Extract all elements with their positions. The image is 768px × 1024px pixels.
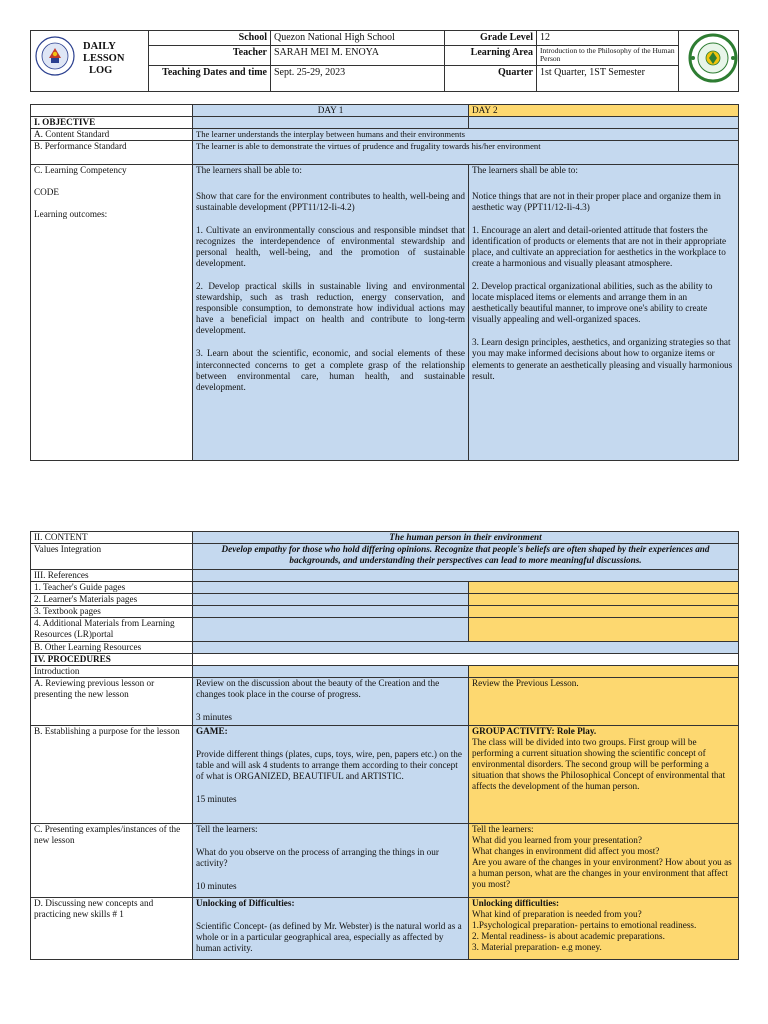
step-c-day1 <box>193 824 469 898</box>
step-c-day1-text: What do you observe on the process of arranging the things in our activity? <box>196 847 439 869</box>
step-b-day2-heading: GROUP ACTIVITY: Role Play. <box>472 726 597 737</box>
day1-outcome-1: 1. Cultivate an environmentally conscious and responsible mindset that recognizes the interdependence of environmental stewardship and personal health, well-being, and the promotion of sustainable development. <box>196 225 465 269</box>
step-c-day2-text: Tell the learners: What did you learned from your presentation? What changes in environment did affect you most? Are you aware of the changes in your environment? How about you as a human person, what are the changes in your environment that affect you most? <box>472 824 732 890</box>
values-label: Values Integration <box>31 544 193 570</box>
procedures-heading: IV. PROCEDURES <box>31 654 193 666</box>
step-d-day1-heading: Unlocking of Difficulties: <box>196 898 295 909</box>
step-d-day2-heading: Unlocking difficulties: <box>472 898 560 909</box>
day2-outcome-3: 3. Learn design principles, aesthetics, and organizing strategies so that you may make informed decisions about how to organize items or elements to generate an aesthetically pleasing and visually harmonious result. <box>472 337 733 381</box>
day2-competency-cell <box>469 165 739 461</box>
step-b-label: B. Establishing a purpose for the lesson <box>31 726 193 824</box>
step-b-day2 <box>469 726 739 824</box>
day2-competency: Notice things that are not in their proper place and organize them in aesthetic way (PPT11/12-Ii-4.3) <box>472 191 721 213</box>
day1-header: DAY 1 <box>193 105 469 117</box>
content-value: The human person in their environment <box>193 532 739 544</box>
content-standard-value: The learner understands the interplay between humans and their environments <box>193 129 739 141</box>
other-resources-label: B. Other Learning Resources <box>31 642 193 654</box>
textbook-label: 3. Textbook pages <box>31 606 193 618</box>
objective-heading: I. OBJECTIVE <box>31 117 193 129</box>
dll-title-line1: DAILY <box>83 41 116 52</box>
references-label: III. References <box>31 570 193 582</box>
step-d-day2 <box>469 898 739 960</box>
performance-standard-value: The learner is able to demonstrate the virtues of prudence and frugality towards his/her environment <box>193 141 739 165</box>
step-b-day1-heading: GAME: <box>196 726 228 737</box>
dates-value: Sept. 25-29, 2023 <box>271 65 445 91</box>
competency-labels: C. Learning Competency CODE Learning outcomes: <box>34 165 127 220</box>
quarter-value: 1st Quarter, 1ST Semester <box>537 65 679 91</box>
step-d-day1 <box>193 898 469 960</box>
dates-label: Teaching Dates and time <box>149 65 271 91</box>
dll-title-line3: LOG <box>89 65 113 77</box>
step-a-day2: Review the Previous Lesson. <box>469 678 739 726</box>
objectives-table <box>30 104 739 461</box>
school-label: School <box>149 31 271 46</box>
additional-materials-label: 4. Additional Materials from Learning Resources (LR)portal <box>31 618 193 642</box>
day1-outcome-2: 2. Develop practical skills in sustainable living and environmental stewardship, such as trash reduction, energy conservation, and responsible consumption, to demonstrate how individual actions may have a beneficial impact on health and contribute to long-term development. <box>196 281 465 336</box>
step-c-label: C. Presenting examples/instances of the new lesson <box>31 824 193 898</box>
step-b-day1-time: 15 minutes <box>196 794 237 805</box>
day1-intro: The learners shall be able to: <box>196 165 302 176</box>
step-a-day1 <box>193 678 469 726</box>
school-seal-cell <box>679 31 739 92</box>
performance-standard-label: B. Performance Standard <box>31 141 193 165</box>
step-b-day2-text: The class will be divided into two groups. First group will be performing a current situation showing the scientific concept of environmental disorders. The second group will be performing a situation that shows the Philosophical Concept of environmental that affects the development of the human person. <box>472 737 726 792</box>
step-c-day1-time: 10 minutes <box>196 881 237 892</box>
step-a-day1-time: 3 minutes <box>196 712 232 723</box>
school-value: Quezon National High School <box>271 31 445 46</box>
content-standard-label: A. Content Standard <box>31 129 193 141</box>
step-b-day1-text: Provide different things (plates, cups, toys, wire, pen, papers etc.) on the table and will ask 4 students to arrange them according to their concept of what is ORGANIZED, BEAUTIFUL and ARTISTIC. <box>196 749 462 782</box>
grade-label: Grade Level <box>445 31 537 46</box>
values-value: Develop empathy for those who hold differing opinions. Recognize that people's beliefs are often shaped by their experiences and backgrounds, and understanding their perspectives can lead to more meaningful discussions. <box>193 544 739 570</box>
day1-competency-cell <box>193 165 469 461</box>
area-value: Introduction to the Philosophy of the Human Person <box>537 46 679 66</box>
step-b-day1 <box>193 726 469 824</box>
day2-outcome-1: 1. Encourage an alert and detail-oriented attitude that fosters the identification of products or elements that are not in their appropriate place, and cultivate an appreciation for aesthetics in the workplace to create a harmonious and visually pleasant atmosphere. <box>472 225 727 269</box>
school-seal-icon <box>685 33 739 83</box>
step-d-day2-text: What kind of preparation is needed from you? 1.Psychological preparation- pertains to emotional readiness. 2. Mental readiness- is about academic preparations. 3. Material preparation- e.g money. <box>472 909 697 953</box>
day1-competency: Show that care for the environment contributes to health, well-being and sustainable development (PPT11/12-Ii-4.2) <box>196 191 465 213</box>
corner-cell <box>31 105 193 117</box>
step-a-day1-text: Review on the discussion about the beauty of the Creation and the changes took place in the course of progress. <box>196 678 440 700</box>
learners-materials-label: 2. Learner's Materials pages <box>31 594 193 606</box>
dll-title-cell <box>31 31 149 92</box>
day1-outcome-3: 3. Learn about the scientific, economic, and social elements of these interconnected concerns to get a complete grasp of the relationship between environmental care, human health, and sustainable development. <box>196 348 465 392</box>
deped-seal-icon <box>35 36 75 76</box>
day2-outcome-2: 2. Develop practical organizational abilities, such as the ability to locate misplaced items or elements and arrange them in an aesthetically beautiful manner, to improve one's ability to create visually appealing and well-organized spaces. <box>472 281 713 325</box>
introduction-label: Introduction <box>31 666 193 678</box>
teacher-value: SARAH MEI M. ENOYA <box>271 46 445 66</box>
step-c-day1-intro: Tell the learners: <box>196 824 258 835</box>
grade-value: 12 <box>537 31 679 46</box>
procedures-table <box>30 531 739 960</box>
dll-title-line2: LESSON <box>83 53 125 65</box>
quarter-label: Quarter <box>445 65 537 91</box>
day2-header: DAY 2 <box>469 105 739 117</box>
content-label: II. CONTENT <box>31 532 193 544</box>
step-d-day1-text: Scientific Concept- (as defined by Mr. Webster) is the natural world as a whole or in a particular geographical area, especially as affected by human activity. <box>196 921 462 954</box>
step-d-label: D. Discussing new concepts and practicing new skills # 1 <box>31 898 193 960</box>
teachers-guide-label: 1. Teacher's Guide pages <box>31 582 193 594</box>
day2-intro: The learners shall be able to: <box>472 165 578 176</box>
area-label: Learning Area <box>445 46 537 66</box>
teacher-label: Teacher <box>149 46 271 66</box>
step-a-label: A. Reviewing previous lesson or presenting the new lesson <box>31 678 193 726</box>
header-table <box>30 30 739 92</box>
